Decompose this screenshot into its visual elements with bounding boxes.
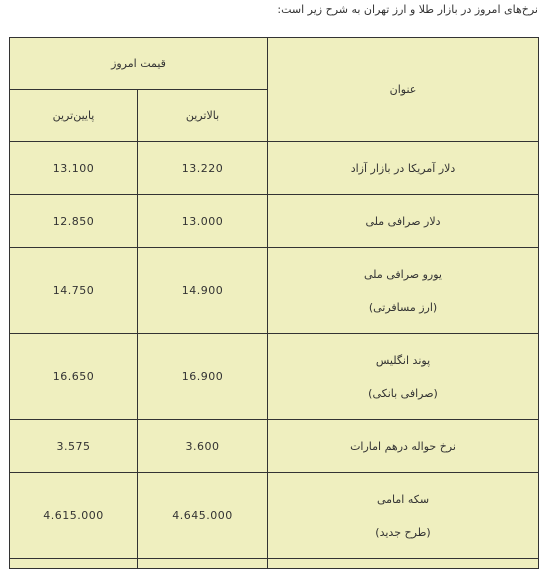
table-row-partial [10,559,539,569]
low-value: 12.850 [10,195,138,248]
high-column-header: بالاترین [138,90,268,142]
low-value: 13.100 [10,142,138,195]
row-subtitle: (صرافی بانکی) [368,386,438,400]
row-title-cell [268,473,539,559]
row-subtitle: (طرح جدید) [375,525,431,539]
row-title: سکه امامی [376,492,430,506]
rates-table [9,37,539,569]
row-title: دلار صرافی ملی [268,195,539,248]
high-value: 16.900 [138,334,268,420]
high-value: 3.600 [138,420,268,473]
high-value: 4.645.000 [138,473,268,559]
high-value: 13.000 [138,195,268,248]
low-value: 16.650 [10,334,138,420]
table-header-row [10,38,539,90]
high-value: 13.220 [138,142,268,195]
table-row [10,334,539,420]
row-title: نرخ حواله درهم امارات [268,420,539,473]
low-value: 4.615.000 [10,473,138,559]
row-subtitle: (ارز مسافرتی) [368,300,438,314]
low-column-header: پایین‌ترین [10,90,138,142]
table-row [10,420,539,473]
row-title: پوند انگلیس [375,353,431,367]
table-row [10,142,539,195]
high-value: 14.900 [138,248,268,334]
empty-cell [268,559,539,569]
table-row [10,473,539,559]
row-title: یورو صرافی ملی [364,267,442,281]
table-row [10,195,539,248]
empty-cell [10,559,138,569]
low-value: 14.750 [10,248,138,334]
empty-cell [138,559,268,569]
title-column-header: عنوان [268,38,539,142]
table-row [10,248,539,334]
row-title-cell [268,248,539,334]
price-group-header: قیمت امروز [10,38,268,90]
row-title: دلار آمریکا در بازار آزاد [268,142,539,195]
low-value: 3.575 [10,420,138,473]
intro-text: نرخ‌های امروز در بازار طلا و ارز تهران به شرح زیر است: [277,3,538,16]
row-title-cell [268,334,539,420]
